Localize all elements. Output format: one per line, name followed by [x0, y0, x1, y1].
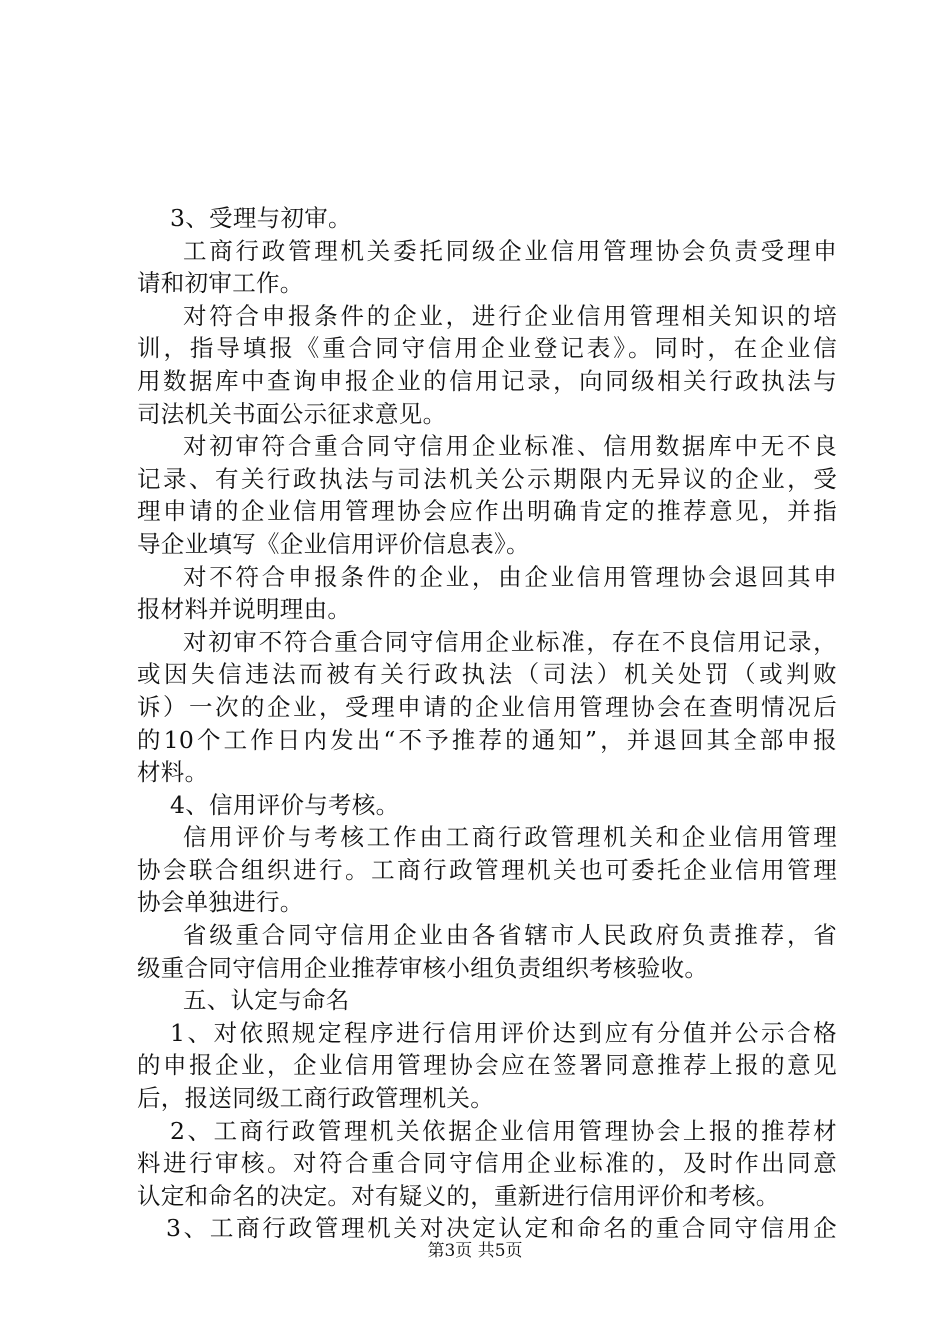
paragraph-line: 对初审符合重合同守信用企业标准、信用数据库中无不良	[183, 432, 837, 461]
paragraph-line: 报材料并说明理由。	[137, 595, 352, 624]
paragraph-line: 协会联合组织进行。工商行政管理机关也可委托企业信用管理	[137, 855, 837, 884]
paragraph-line: 1、对依照规定程序进行信用评价达到应有分值并公示合格	[170, 1018, 837, 1047]
paragraph-line: 3、工商行政管理机关对决定认定和命名的重合同守信用企	[166, 1214, 837, 1243]
paragraph-line: 请和初审工作。	[137, 269, 304, 298]
paragraph-line: 诉）一次的企业，受理申请的企业信用管理协会在查明情况后	[137, 692, 837, 721]
paragraph-line: 对初审不符合重合同守信用企业标准，存在不良信用记录，	[183, 627, 837, 656]
paragraph-line: 2、工商行政管理机关依据企业信用管理协会上报的推荐材	[170, 1116, 837, 1145]
paragraph-line: 的申报企业，企业信用管理协会应在签署同意推荐上报的意见	[137, 1051, 837, 1080]
page-number-footer: 第3页 共5页	[427, 1241, 523, 1261]
paragraph-line: 用数据库中查询申报企业的信用记录，向同级相关行政执法与	[137, 366, 837, 395]
paragraph-line: 记录、有关行政执法与司法机关公示期限内无异议的企业，受	[137, 464, 837, 493]
paragraph-line: 司法机关书面公示征求意见。	[137, 399, 447, 428]
section-heading: 4、信用评价与考核。	[170, 790, 400, 819]
paragraph-line: 的10个工作日内发出“不予推荐的通知”，并退回其全部申报	[137, 725, 837, 754]
paragraph-line: 工商行政管理机关委托同级企业信用管理协会负责受理申	[183, 236, 837, 265]
paragraph-line: 导企业填写《企业信用评价信息表》。	[137, 529, 530, 558]
paragraph-line: 料进行审核。对符合重合同守信用企业标准的，及时作出同意	[137, 1149, 837, 1178]
paragraph-line: 对不符合申报条件的企业，由企业信用管理协会退回其申	[183, 562, 837, 591]
section-heading: 3、受理与初审。	[170, 204, 352, 232]
paragraph-line: 后，报送同级工商行政管理机关。	[137, 1084, 494, 1113]
paragraph-line: 训，指导填报《重合同守信用企业登记表》。同时，在企业信	[137, 334, 837, 363]
paragraph-line: 认定和命名的决定。对有疑义的，重新进行信用评价和考核。	[137, 1181, 780, 1210]
section-heading: 五、认定与命名	[183, 986, 350, 1015]
paragraph-line: 协会单独进行。	[137, 888, 304, 917]
paragraph-line: 或因失信违法而被有关行政执法（司法）机关处罚（或判败	[137, 660, 837, 689]
paragraph-line: 材料。	[137, 758, 209, 787]
paragraph-line: 理申请的企业信用管理协会应作出明确肯定的推荐意见，并指	[137, 497, 837, 526]
paragraph-line: 信用评价与考核工作由工商行政管理机关和企业信用管理	[183, 823, 837, 852]
document-body	[137, 202, 837, 1245]
paragraph-line: 省级重合同守信用企业由各省辖市人民政府负责推荐，省	[183, 921, 837, 950]
paragraph-line: 对符合申报条件的企业，进行企业信用管理相关知识的培	[183, 301, 837, 330]
paragraph-line: 级重合同守信用企业推荐审核小组负责组织考核验收。	[137, 953, 709, 982]
